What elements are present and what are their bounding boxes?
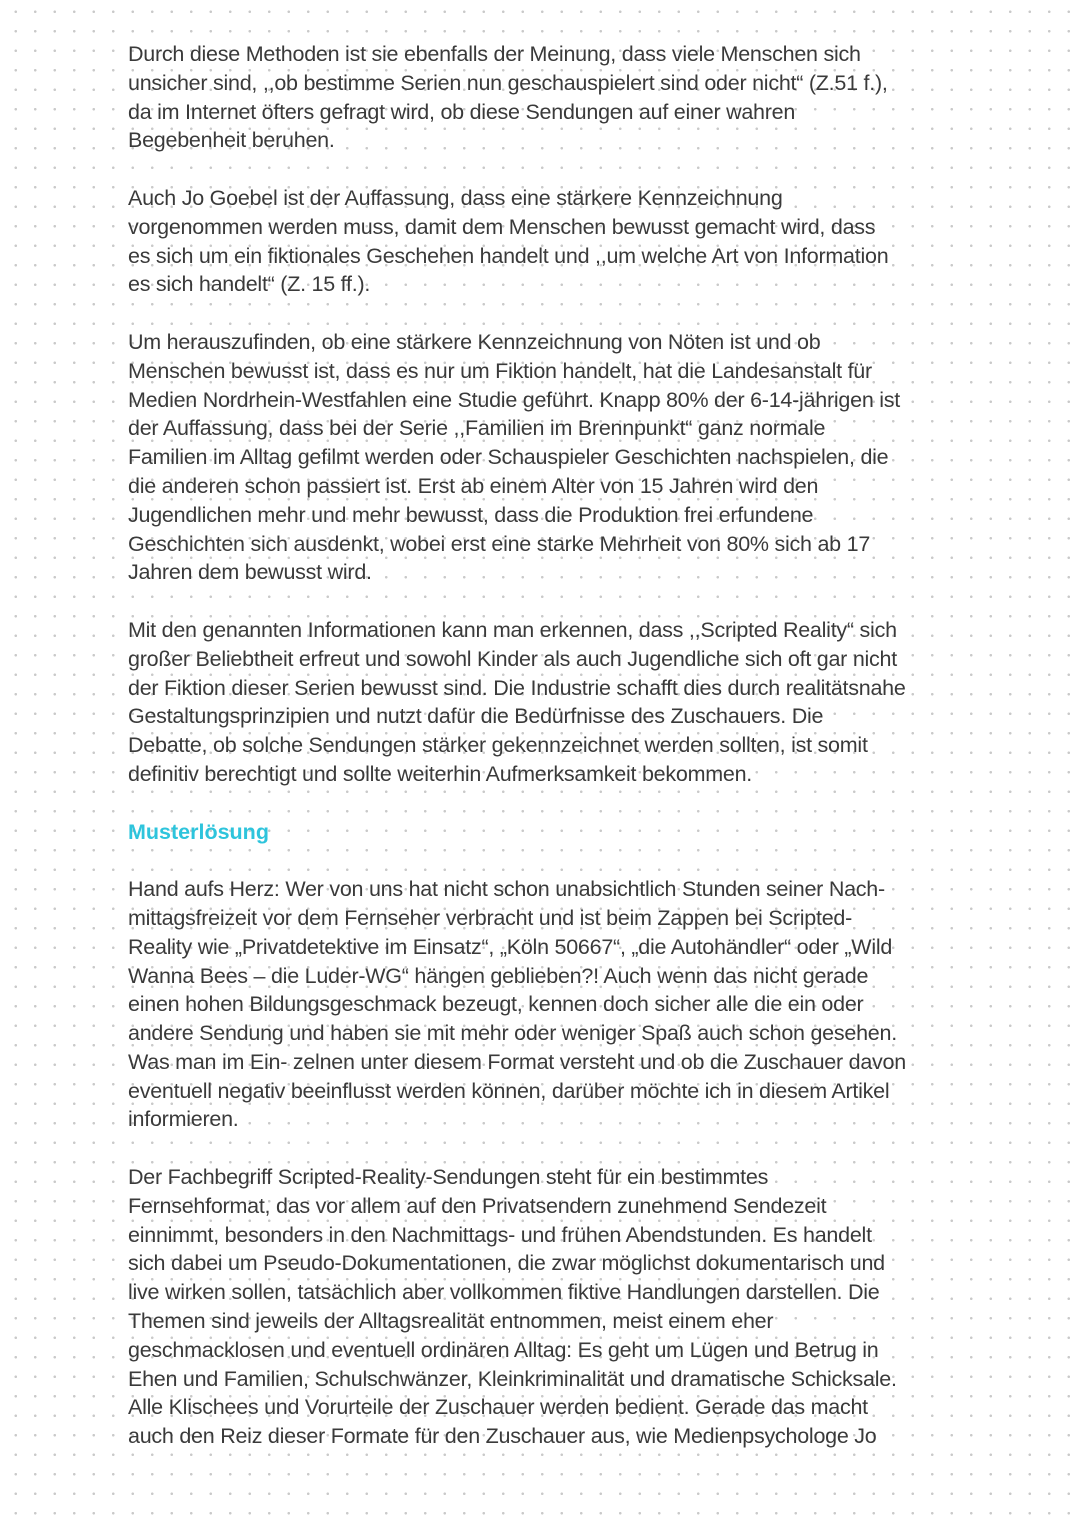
paragraph-study-results: Um herauszufinden, ob eine stärkere Kennzeichnung von Nöten ist und ob Menschen bewusst ist, dass es nur um Fiktion handelt, hat die Landesanstalt für Medien Nordrhein-Westfahlen eine Studie geführt. Knapp 80% der 6-14-jährigen ist der Auffassung, dass bei der Serie ,,Familien im Brennpunkt“ ganz normale Familien im Alltag gefilmt werden oder Schauspieler Geschichten nachspielen, die die anderen schon passiert ist. Erst ab einem Alter von 15 Jahren wird den Jugendlichen mehr und mehr bewusst, dass die Produktion frei erfundene Geschichten sich ausdenkt, wobei erst eine starke Mehrheit von 80% sich ab 17 Jahren dem bewusst wird. — [128, 329, 900, 585]
paragraph-definition-scripted-reality: Der Fachbegriff Scripted-Reality-Sendungen steht für ein bestimmtes Fernsehformat, das vor allem auf den Privatsendern zunehmend Sendezeit einnimmt, besonders in den Nachmittags- und frühen Abendstunden. Es handelt sich dabei um Pseudo-Dokumentationen, die zwar möglichst dokumentarisch und live wirken sollen, tatsächlich aber vollkommen fiktive Handlungen darstellen. Die Themen sind jeweils der Alltagsrealität entnommen, meist einem eher geschmacklosen und eventuell ordinären Alltag: Es geht um Lügen und Betrug in Ehen und Familien, Schulschwänzer, Kleinkriminalität und dramatische Schicksale. Alle Klischees und Vorurteile der Zuschauer werden bedient. Gerade das macht auch den Reiz dieser Formate für den Zuschauer aus, wie Medienpsychologe Jo — [128, 1165, 897, 1449]
paragraph-goebel-labeling: Auch Jo Goebel ist der Auffassung, dass eine stärkere Kennzeichnung vorgenommen werden muss, damit dem Menschen bewusst gemacht wird, dass es sich um ein fiktionales Geschehen handelt und ,,um welche Art von Information es sich handelt“ (Z. 15 ff.). — [128, 185, 889, 297]
paragraph-intro-hand-aufs-herz: Hand aufs Herz: Wer von uns hat nicht schon unabsichtlich Stunden seiner Nach- mittagsfreizeit vor dem Fernseher verbracht und ist beim Zappen bei Scripted- Reality wie „Privatdetektive im Einsatz“, „Köln 50667“, „die Autohändler“ oder „Wild Wanna Bees – die Luder-WG“ hängen geblieben?! Auch wenn das nicht gerade einen hohen Bildungsgeschmack bezeugt, kennen doch sicher alle die ein oder andere Sendung und haben sie mit mehr oder weniger Spaß auch schon gesehen. Was man im Ein- zelnen unter diesem Format versteht und ob die Zuschauer davon eventuell negativ beeinflusst werden können, darüber möchte ich in diesem Artikel informieren. — [128, 877, 906, 1132]
paragraph-conclusion: Mit den genannten Informationen kann man erkennen, dass ,,Scripted Reality“ sich großer Beliebtheit erfreut und sowohl Kinder als auch Jugendliche sich oft gar nicht der Fiktion dieser Serien bewusst sind. Die Industrie schafft dies durch realitätsnahe Gestaltungsprinzipien und nutzt dafür die Bedürfnisse des Zuschauers. Die Debatte, ob solche Sendungen stärker gekennzeichnet werden sollten, ist somit definitiv berechtigt und sollte weiterhin Aufmerksamkeit bekommen. — [128, 617, 906, 786]
document-page — [128, 40, 958, 1480]
section-heading-musterloesung: Musterlösung — [128, 819, 269, 844]
paragraph-methods-uncertainty: Durch diese Methoden ist sie ebenfalls der Meinung, dass viele Menschen sich unsicher sind, ,,ob bestimme Serien nun geschauspielert sind oder nicht“ (Z.51 f.), da im Internet öfters gefragt wird, ob diese Sendungen auf einer wahren Begebenheit beruhen. — [128, 42, 888, 153]
